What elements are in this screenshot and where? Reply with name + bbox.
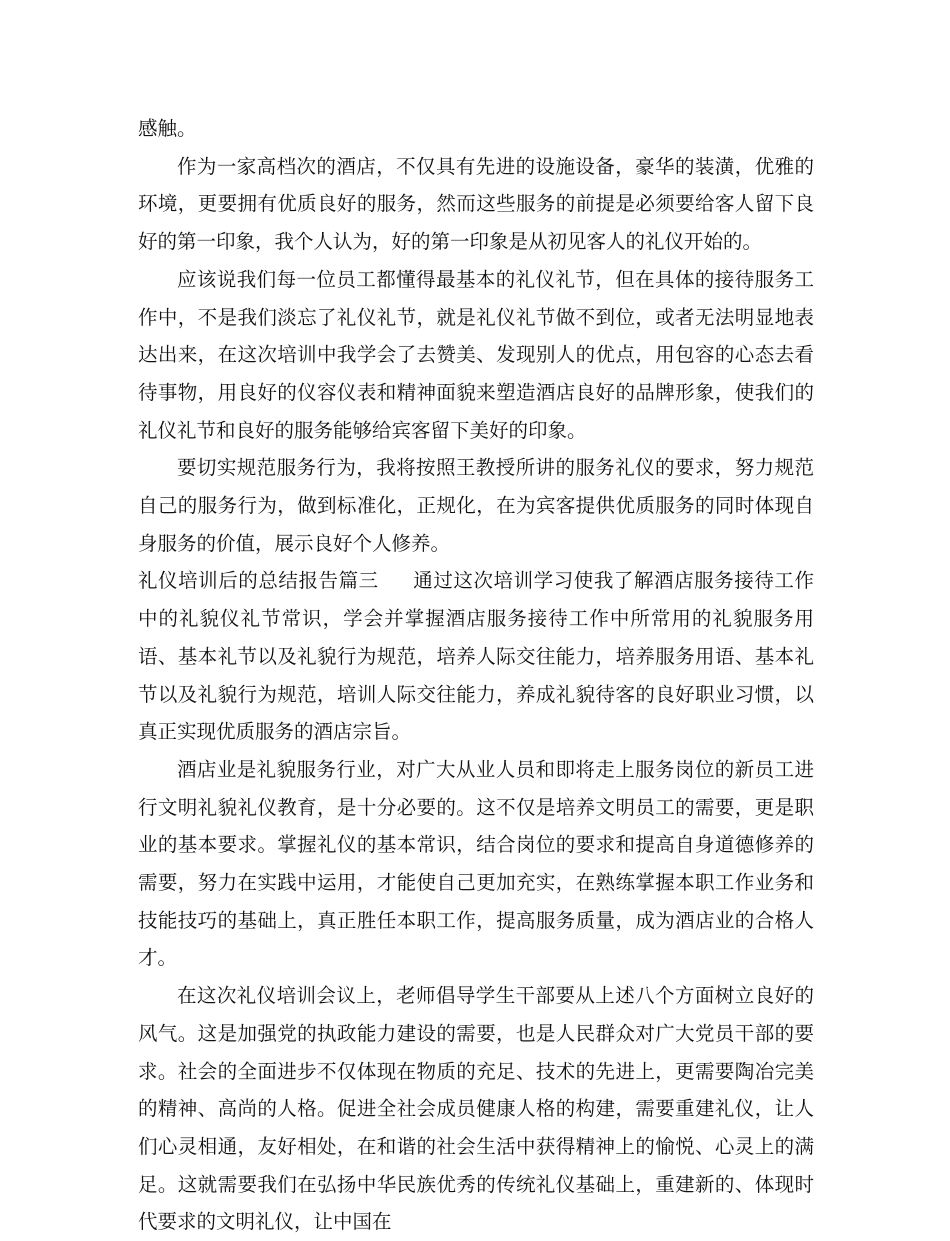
paragraph-hotel-industry: 酒店业是礼貌服务行业，对广大从业人员和即将走上服务岗位的新员工进行文明礼貌礼仪教育，是十分必要的。这不仅是培养文明员工的需要，更是职业的基本要求。掌握礼仪的基本常识，结合岗位的要求和提高自身道德修养的需要，努力在实践中运用，才能使自己更加充实，在熟练掌握本职工作业务和技能技巧的基础上，真正胜任本职工作，提高服务质量，成为酒店业的合格人才。 (138, 757, 814, 970)
section-first-text: 通过这次培训学习使我了解酒店服务接待工作中的礼貌仪礼节常识，学会并掌握酒店服务接待工作中所常用的礼貌服务用语、基本礼节以及礼貌行为规范，培养人际交往能力，培养服务用语、基本礼节以及礼貌行为规范，培训人际交往能力，养成礼貌待客的良好职业习惯，以真正实现优质服务的酒店宗旨。 (138, 569, 814, 744)
document-body (138, 110, 814, 1241)
paragraph-hotel-first-impression: 作为一家高档次的酒店，不仅具有先进的设施设备，豪华的装潢，优雅的环境，更要拥有优质良好的服务，然而这些服务的前提是必须要给客人留下良好的第一印象，我个人认为，好的第一印象是从初见客人的礼仪开始的。 (138, 154, 814, 254)
section-heading: 礼仪培训后的总结报告篇三 (138, 569, 379, 593)
section-paragraph (138, 562, 814, 751)
paragraph-service-behavior: 要切实规范服务行为，我将按照王教授所讲的服务礼仪的要求，努力规范自己的服务行为，做到标准化，正规化，在为宾客提供优质服务的同时体现自身服务的价值，展示良好个人修养。 (138, 456, 814, 555)
paragraph-etiquette-basics: 应该说我们每一位员工都懂得最基本的礼仪礼节，但在具体的接待服务工作中，不是我们淡忘了礼仪礼节，就是礼仪礼节做不到位，或者无法明显地表达出来，在这次培训中我学会了去赞美、发现别人的优点，用包容的心态去看待事物，用良好的仪容仪表和精神面貌来塑造酒店良好的品牌形象，使我们的礼仪礼节和良好的服务能够给宾客留下美好的印象。 (138, 267, 814, 442)
paragraph-continuation: 感触。 (138, 117, 197, 140)
paragraph-training-meeting: 在这次礼仪培训会议上，老师倡导学生干部要从上述八个方面树立良好的风气。这是加强党的执政能力建设的需要，也是人民群众对广大党员干部的要求。社会的全面进步不仅体现在物质的充足、技术的先进上，更需要陶冶完美的精神、高尚的人格。促进全社会成员健康人格的构建，需要重建礼仪，让人们心灵相通，友好相处，在和谐的社会生活中获得精神上的愉悦、心灵上的满足。这就需要我们在弘扬中华民族优秀的传统礼仪基础上，重建新的、体现时代要求的文明礼仪，让中国在 (138, 984, 814, 1234)
